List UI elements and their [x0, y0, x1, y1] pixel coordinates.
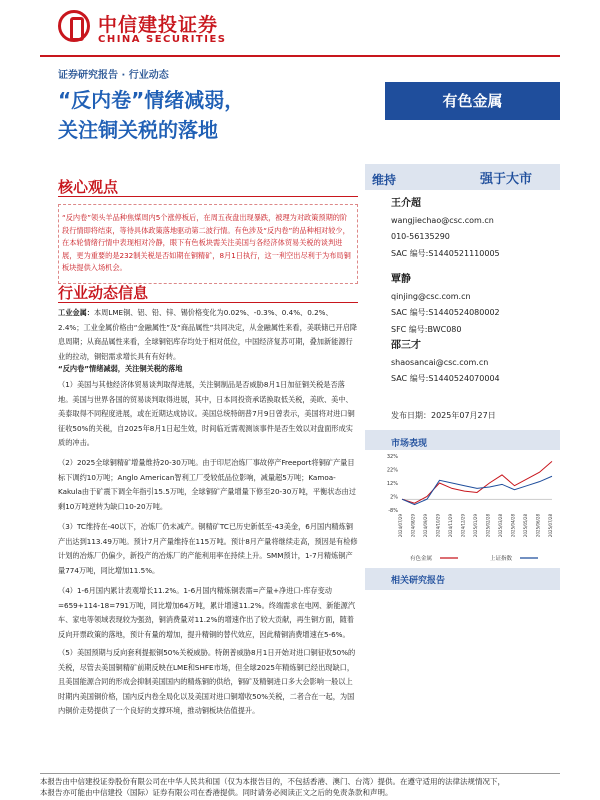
analyst-email: qinjing@csc.com.cn	[391, 291, 471, 301]
analyst-cert: SAC 编号:S1440524080002	[391, 308, 500, 317]
analyst-cert: SAC 编号:S1440524070004	[391, 374, 500, 383]
title-line-2: 关注铜关税的落地	[58, 118, 218, 142]
rating-label: 维持	[372, 173, 397, 187]
x-tick-label: 2025/02/28	[485, 514, 491, 538]
rating-value: 强于大市	[480, 172, 533, 187]
core-view-text: “反内卷”领头羊品种焦煤周内5个涨停板后，在周五夜盘出现暴跌，被理为对政策预期的阶段行情即将结束，等待具体政策落地驱动第二波行情。有色涉及“反内卷”的品种相对较少，在本轮情绪行情中表现相对冷静，眼下有色板块需关注美国与各经济体贸易关税的谈判进展，更为重要的是232制关税是否如期在铜精矿，8月1日执行，这一利空出尽利于为布局铜板块提供入场机会。	[62, 213, 351, 273]
core-view-heading: 核心观点	[58, 178, 119, 196]
x-tick-label: 2024/11/29	[448, 514, 453, 538]
header-divider	[40, 55, 560, 57]
paragraph-industrial-metals	[58, 306, 358, 362]
x-tick-label: 2025/06/28	[535, 514, 541, 538]
y-tick-label: -8%	[388, 508, 398, 514]
analyst-email: shaosancai@csc.com.cn	[391, 357, 489, 367]
x-tick-label: 2024/07/29	[398, 514, 403, 538]
paragraph-1: （1）美国与其他经济体贸易谈判取得进展，关注铜制品是否威胁8月1日加征铜关税是否落地。美国与世界各国的贸易谈判取得进展，其中，日本同投资承诺换取低关税，美欧、美中、美泰取得不同程度进展，或在近期达成协议。美国总统特朗普7月9日曾表示，美国将对进口铜征收50%的关税，自2025年8月1日起生效，时间临近需观测该事件是否生效以对盘面形成实质的冲击。	[58, 380, 355, 448]
y-tick-label: 2%	[390, 494, 398, 501]
footer-line-1: 本报告由中信建投证券股份有限公司在中华人民共和国（仅为本报告目的，不包括香港、澳门、台湾）提供。在遵守适用的法律法规情况下，	[40, 777, 505, 786]
x-tick-label: 2024/08/29	[410, 514, 416, 538]
analyst-1	[391, 196, 500, 262]
series-line-1	[402, 461, 552, 503]
sector-badge: 有色金属	[385, 82, 560, 120]
y-tick-label: 12%	[386, 481, 398, 487]
legend-label: 有色金属	[410, 556, 433, 562]
analyst-cert-sfc: SFC 编号:BWC080	[391, 324, 462, 334]
logo-text-en: CHINA SECURITIES	[98, 34, 227, 45]
x-tick-label: 2025/03/28	[498, 514, 503, 538]
footer-line-2: 本报告亦可能由中信建投（国际）证券有限公司在香港提供。同时请务必阅读正文之后的免责条款和声明。	[40, 788, 393, 797]
legend-label: 上证指数	[490, 556, 513, 562]
analyst-phone: 010-56135290	[391, 232, 450, 241]
title-line-1: “反内卷”情绪减弱，	[58, 88, 245, 112]
paragraph-4: （4）1-6月国内累计表观增长11.2%。1-6月国内精炼铜表需=产量+净进口-库存变动=659+114-18=791万吨，同比增加64万吨，累计增速11.2%。终端需求在电网、新能源汽车、家电等领域表现较为强劲，铜消费量对11.2%的增速作出了较大贡献，再生铜方面，随着反向开票政策的落地，预计有量的增加，提升精铜的替代效应，因此精铜消费增速在5-6%。	[58, 586, 356, 639]
dynamics-heading: 行业动态信息	[58, 284, 149, 302]
report-type: 证券研究报告 · 行业动态	[58, 70, 169, 81]
related-heading: 相关研究报告	[391, 576, 446, 586]
footer-disclaimer	[40, 776, 560, 798]
x-tick-label: 2025/04/28	[510, 514, 516, 538]
company-logo-icon	[58, 10, 90, 42]
paragraph-text: 本周LME铜、铝、铅、锌、锡价格变化为0.02%、-0.3%、0.4%、0.2%、2.4%；工业金属价格由“金融属性”及“商品属性”共同决定，从金融属性来看，美联储已开启降息周期；从商品属性来看，全球铜铝库存均处于相对低位，中国经济复苏可期，叠加新能源行业的拉动，铜铝需求增长具有有好转。	[58, 308, 358, 361]
y-tick-label: 22%	[386, 467, 398, 474]
footer-divider	[40, 773, 560, 774]
subheading: “反内卷”情绪减弱，关注铜关税的落地	[58, 364, 183, 373]
logo-text-cn: 中信建投证券	[98, 14, 219, 36]
x-tick-label: 2024/12/29	[460, 514, 466, 538]
y-tick-label: 32%	[386, 454, 398, 460]
analyst-cert: SAC 编号:S1440521110005	[391, 248, 500, 258]
publish-date: 发布日期：2025年07月27日	[391, 411, 496, 420]
market-heading: 市场表现	[391, 439, 428, 449]
market-chart	[370, 452, 560, 564]
paragraph-3: （3）TC维持在-40以下，冶炼厂仍未减产。铜精矿TC已历史新低至-43美金，6月国内精炼铜产出达到113.49万吨。预计7月产量维持在115万吨。预计8月产量将继续走高，预因是有检修计划的冶炼厂仍偏少，新投产的冶炼厂的产能利用率在持续上升。SMM预计，1-7月精炼铜产量774万吨，同比增加11.5%。	[58, 522, 358, 575]
analyst-3	[391, 338, 500, 388]
analyst-email: wangjiechao@csc.com.cn	[391, 215, 494, 225]
x-tick-label: 2024/10/29	[435, 514, 441, 538]
analyst-name: 覃静	[391, 274, 411, 285]
dynamics-underline	[58, 302, 358, 303]
core-view-underline	[58, 196, 358, 197]
analyst-2	[391, 272, 500, 338]
x-tick-label: 2025/07/28	[548, 514, 553, 538]
x-tick-label: 2024/09/29	[423, 514, 428, 538]
paragraph-5: （5）美国预期与反向套利提振铜50%关税威胁。特朗普威胁8月1日开始对进口铜征收50%的关税，尽管去美国铜精矿前期反映在LME和SHFE市场，但全球2025年精炼铜已经出现缺口，且美国能源合同的形成会抑制美国国内的精炼铜的供给，铜矿及精铜进口多大会影响一般以上时期内美国铜价格，国内反内卷全局化以及美国对进口铜增收50%关税，二者合在一起，为国内铜价走势提供了一个良好的支撑环境，推动铜板块估值提升。	[58, 648, 356, 716]
analyst-name: 王介超	[391, 198, 421, 209]
paragraph-2: （2）2025全球铜精矿增量维持20-30万吨。由于印尼冶炼厂事故停产Freeport将铜矿产量目标下调约10万吨；Anglo American智利工厂受较低品位影响，减量超5万吨；Kamoa-Kakula由于矿震下调全年指引15.5万吨，全球铜矿产量增量下修至20-30万吨，平衡状态由过剩10万吨逆转为缺口10-20万吨。	[58, 458, 356, 511]
analyst-name: 邵三才	[391, 340, 421, 351]
x-tick-label: 2025/01/29	[473, 514, 478, 538]
paragraph-label: 工业金属：	[58, 308, 94, 317]
series-line-2	[402, 476, 552, 504]
x-tick-label: 2025/05/28	[523, 514, 528, 538]
